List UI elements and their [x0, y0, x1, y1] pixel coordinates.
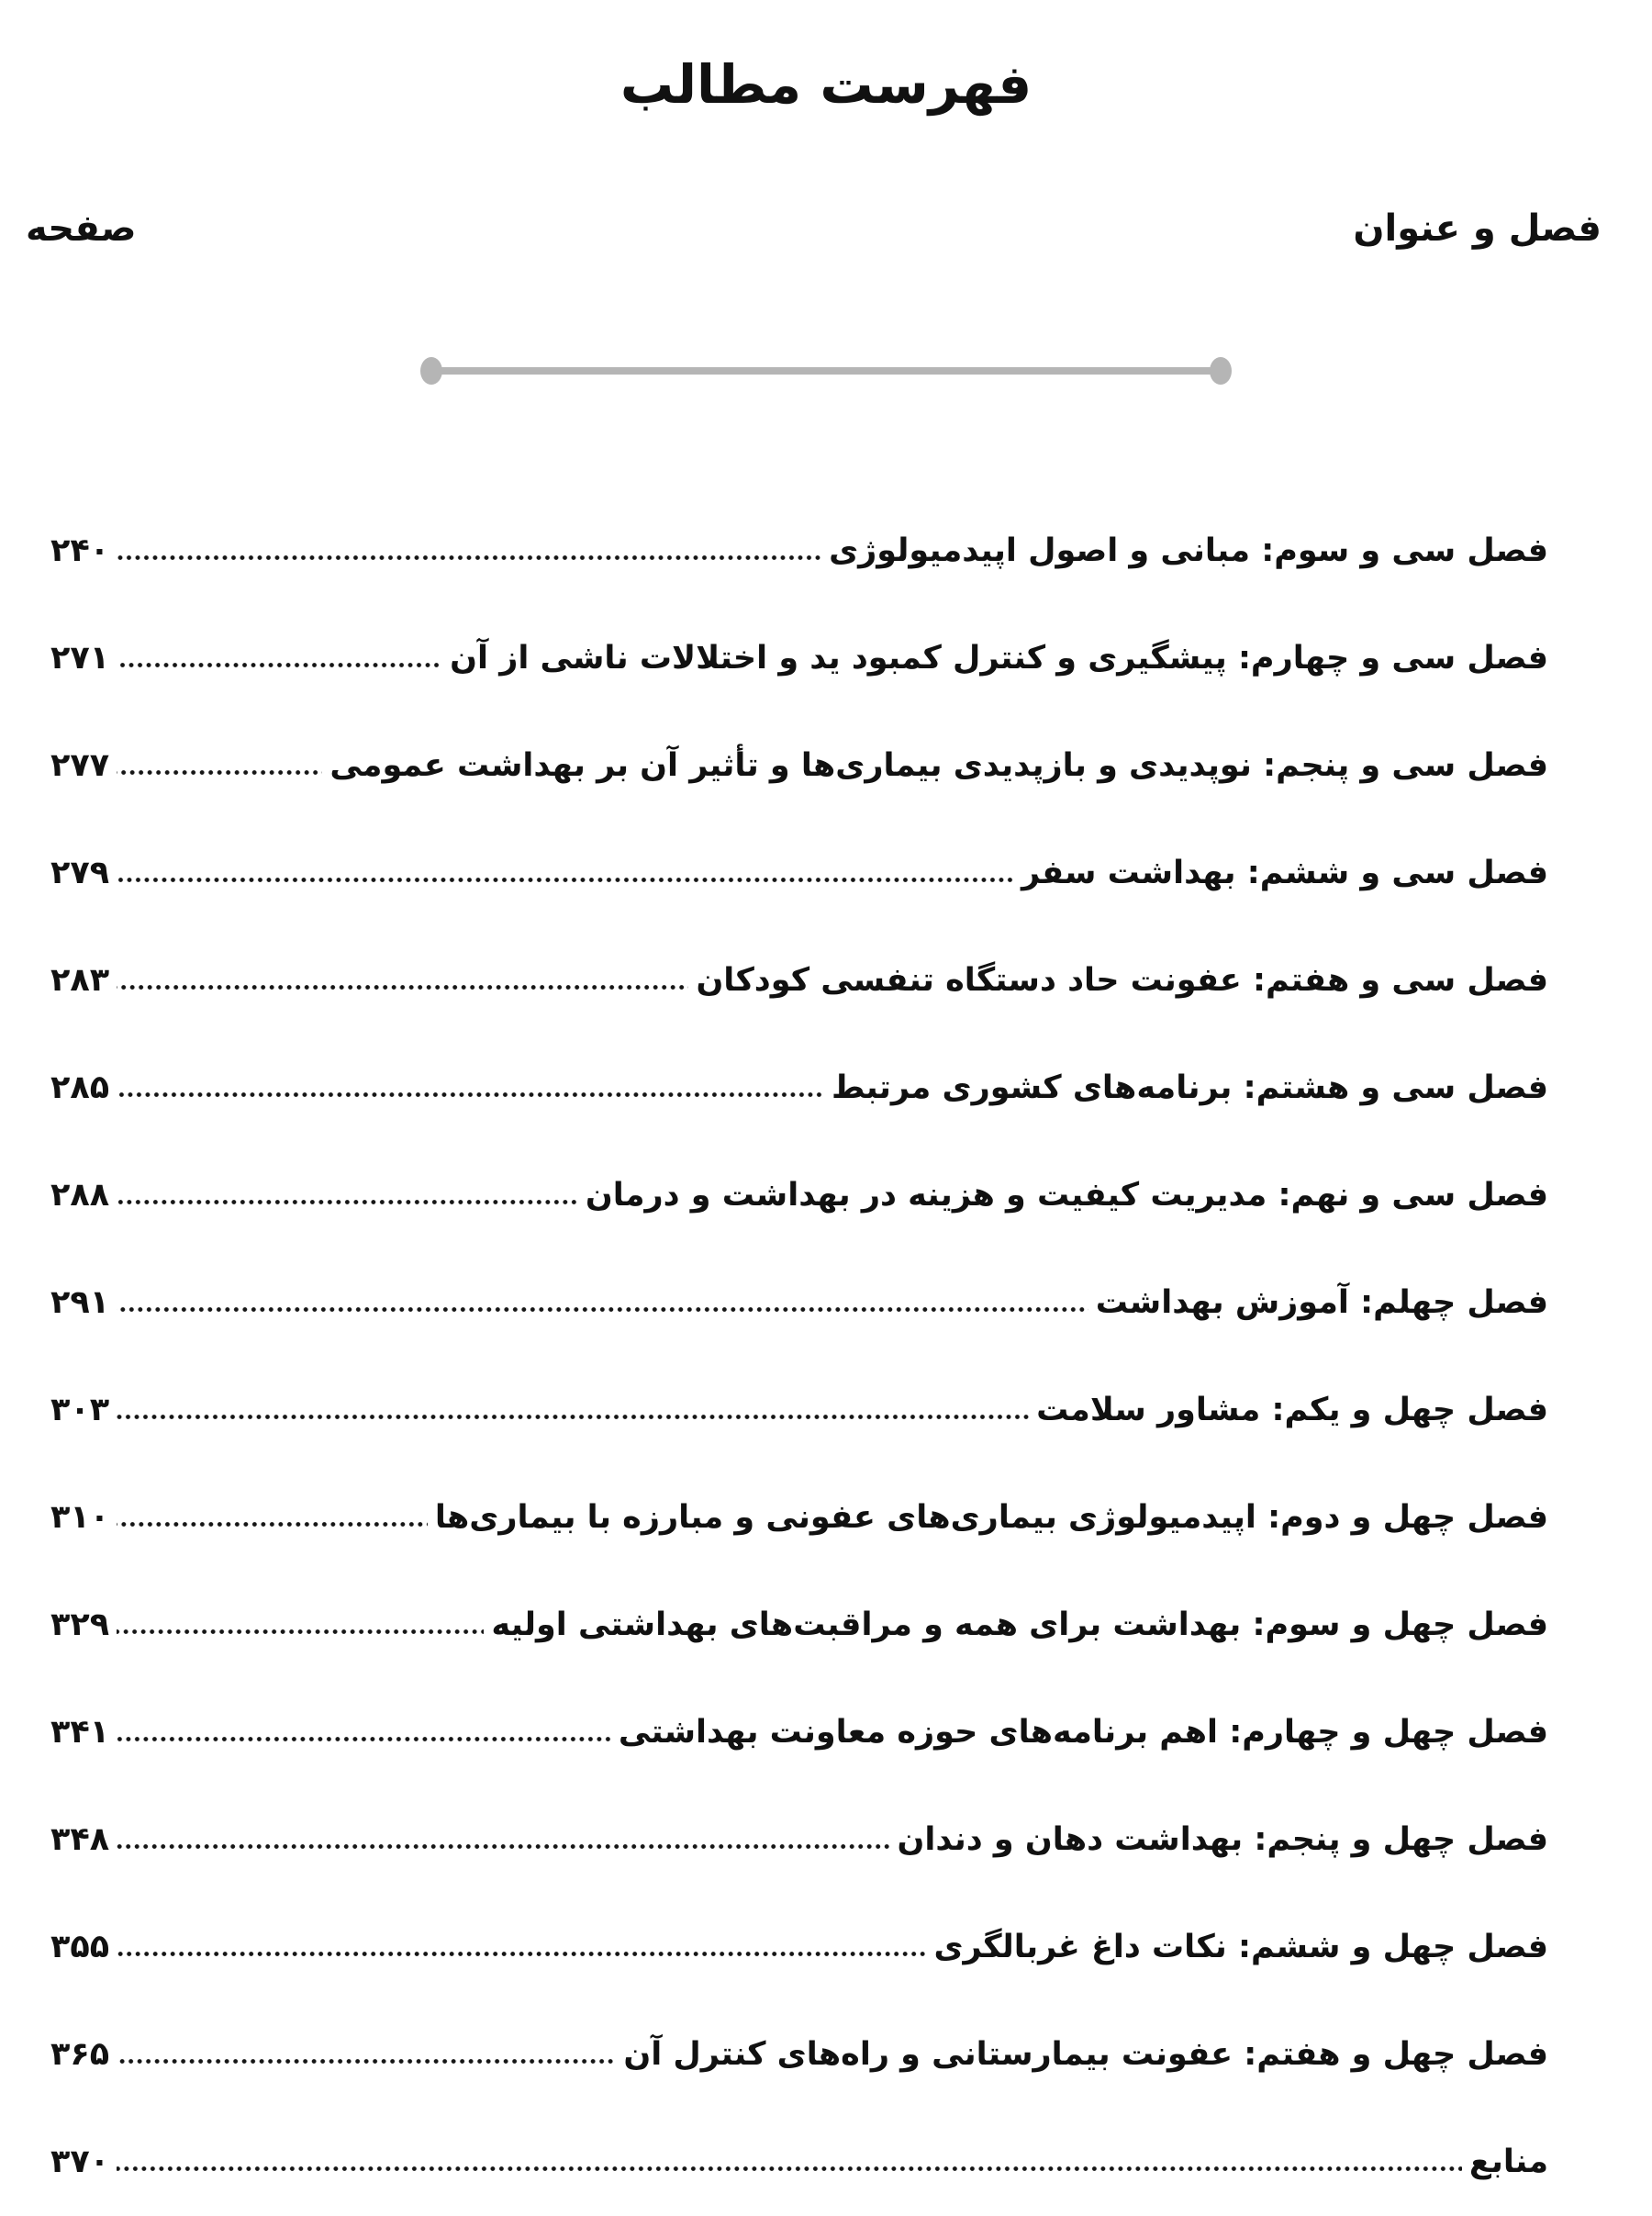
toc-entry-page: ۲۷۷ [50, 747, 110, 784]
dotted-leader [117, 554, 821, 561]
toc-entry-page: ۳۴۸ [50, 1821, 110, 1858]
toc-entry [50, 1894, 1548, 2001]
toc-entry-title: فصل چهل و دوم: اپیدمیولوژی بیماری‌های عفونی و مبارزه با بیماری‌ها [434, 1499, 1548, 1536]
toc-entry [50, 498, 1548, 605]
toc-entry-title: فصل چهل و ششم: نکات داغ غربالگری [933, 1929, 1548, 1965]
dotted-leader [117, 984, 688, 990]
toc-entry-page: ۳۴۱ [50, 1714, 110, 1751]
toc-entry-title: منابع [1468, 2143, 1548, 2180]
toc-entry-page: ۳۱۰ [50, 1499, 110, 1536]
dotted-leader [117, 1199, 578, 1205]
toc-entry-title: فصل چهل و سوم: بهداشت برای همه و مراقبت‌های بهداشتی اولیه [491, 1606, 1548, 1643]
toc-entry-title: فصل سی و پنجم: نوپدیدی و بازپدیدی بیماری‌ها و تأثیر آن بر بهداشت عمومی [329, 747, 1548, 784]
dotted-leader [117, 1951, 926, 1957]
toc-entry [50, 1786, 1548, 1894]
toc-entry-title: فصل چهل و هفتم: عفونت بیمارستانی و راه‌های کنترل آن [623, 2036, 1548, 2073]
toc-entry-page: ۲۸۳ [50, 962, 110, 999]
dotted-leader [117, 1091, 824, 1098]
toc-entry [50, 1142, 1548, 1249]
toc-entry [50, 605, 1548, 712]
toc-entry-page: ۲۸۵ [50, 1069, 110, 1106]
toc-entry [50, 1572, 1548, 1679]
toc-entry-title: فصل چهل و یکم: مشاور سلامت [1036, 1392, 1548, 1428]
chapter-column-header: فصل و عنوان [1353, 207, 1602, 250]
ornamental-divider [431, 367, 1221, 375]
page-column-header: صفحه [26, 207, 137, 250]
toc-entry-page: ۳۷۰ [50, 2143, 110, 2180]
dotted-leader [117, 1521, 428, 1528]
table-of-contents [0, 498, 1652, 2216]
toc-entry-title: فصل سی و نهم: مدیریت کیفیت و هزینه در بهداشت و درمان [585, 1177, 1548, 1214]
toc-entry-page: ۲۴۰ [50, 532, 110, 569]
dotted-leader [117, 877, 1014, 883]
toc-entry-title: فصل سی و ششم: بهداشت سفر [1021, 855, 1548, 891]
toc-entry [50, 1249, 1548, 1357]
toc-entry [50, 927, 1548, 1035]
columns-header [0, 207, 1652, 250]
toc-entry [50, 820, 1548, 927]
dotted-leader [117, 1736, 611, 1742]
toc-entry-page: ۳۵۵ [50, 1929, 110, 1965]
toc-entry-title: فصل سی و چهارم: پیشگیری و کنترل کمبود ید و اختلالات ناشی از آن [450, 640, 1548, 677]
toc-entry [50, 712, 1548, 820]
toc-entry [50, 2109, 1548, 2216]
dotted-leader [117, 1306, 1088, 1313]
toc-entry [50, 1464, 1548, 1572]
dotted-leader [117, 662, 442, 668]
toc-entry-title: فصل چهل و چهارم: اهم برنامه‌های حوزه معاونت بهداشتی [618, 1714, 1548, 1751]
toc-entry-title: فصل چهلم: آموزش بهداشت [1095, 1284, 1548, 1321]
toc-entry-title: فصل سی و سوم: مبانی و اصول اپیدمیولوژی [829, 532, 1548, 569]
toc-entry-title: فصل سی و هفتم: عفونت حاد دستگاه تنفسی کودکان [696, 962, 1548, 999]
toc-entry-title: فصل سی و هشتم: برنامه‌های کشوری مرتبط [831, 1069, 1548, 1106]
toc-entry-page: ۳۶۵ [50, 2036, 110, 2073]
toc-entry-page: ۲۷۹ [50, 855, 110, 891]
dotted-leader [117, 2166, 1462, 2172]
dotted-leader [117, 769, 322, 776]
dotted-leader [117, 1628, 484, 1635]
toc-entry-title: فصل چهل و پنجم: بهداشت دهان و دندان [897, 1821, 1548, 1858]
toc-entry [50, 2001, 1548, 2109]
toc-entry [50, 1357, 1548, 1464]
toc-entry-page: ۲۹۱ [50, 1284, 110, 1321]
toc-entry [50, 1035, 1548, 1142]
toc-entry-page: ۲۷۱ [50, 640, 110, 677]
toc-entry-page: ۳۲۹ [50, 1606, 110, 1643]
dotted-leader [117, 2058, 616, 2065]
dotted-leader [117, 1414, 1029, 1420]
toc-entry-page: ۳۰۳ [50, 1392, 110, 1428]
page-title: فهرست مطالب [620, 53, 1032, 116]
toc-entry-page: ۲۸۸ [50, 1177, 110, 1214]
dotted-leader [117, 1843, 889, 1850]
toc-entry [50, 1679, 1548, 1786]
